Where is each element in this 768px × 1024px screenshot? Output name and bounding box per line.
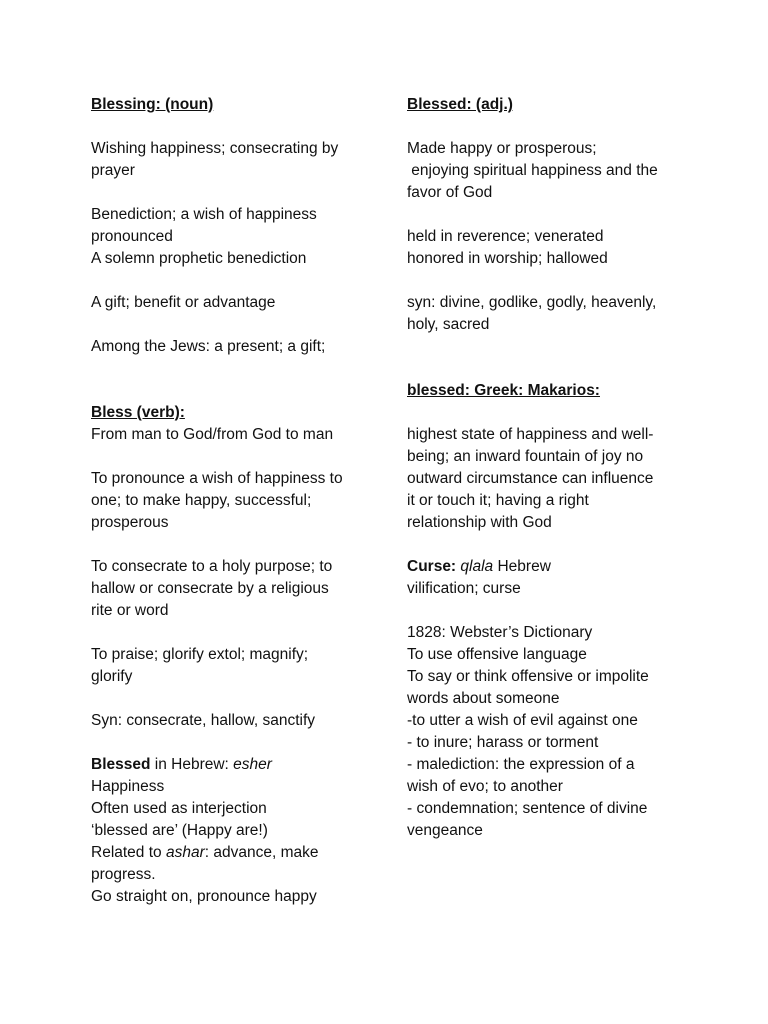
blessed-definition-line: enjoying spiritual happiness and the [407, 162, 658, 179]
hebrew-entry-connector: in Hebrew: [150, 756, 234, 773]
bless-definition-line: one; to make happy, successful; [91, 492, 312, 509]
blessing-heading: Blessing: (noun) [91, 96, 214, 113]
blessed-definition-line: Made happy or prosperous; [407, 140, 597, 157]
blessing-definition-line: Benediction; a wish of happiness [91, 206, 317, 223]
bless-definition-line: prosperous [91, 514, 169, 531]
blessed-definition-line: held in reverence; venerated [407, 228, 604, 245]
curse-hebrew-word: qlala [460, 558, 494, 575]
bless-definition-line: rite or word [91, 602, 169, 619]
greek-definition-line: it or touch it; having a right [407, 492, 589, 509]
bless-synonyms: Syn: consecrate, hallow, sanctify [91, 712, 316, 729]
curse-definition-line: vilification; curse [407, 580, 521, 597]
webster-line: To say or think offensive or impolite [407, 668, 649, 685]
blessed-definition-line: favor of God [407, 184, 493, 201]
curse-term: Curse: [407, 558, 457, 575]
webster-line: wish of evo; to another [407, 778, 563, 795]
hebrew-related-suffix: : advance, make [204, 844, 319, 861]
bless-definition-line: From man to God/from God to man [91, 426, 334, 443]
webster-line: words about someone [407, 690, 560, 707]
blessing-definition-line: Among the Jews: a present; a gift; [91, 338, 326, 355]
webster-line: To use offensive language [407, 646, 587, 663]
webster-line: 1828: Webster’s Dictionary [407, 624, 593, 641]
greek-definition-line: being; an inward fountain of joy no [407, 448, 644, 465]
blessing-definition-line: A solemn prophetic benediction [91, 250, 307, 267]
blessing-definition-line: A gift; benefit or advantage [91, 294, 276, 311]
blessed-definition-line: honored in worship; hallowed [407, 250, 608, 267]
bless-definition-line: To consecrate to a holy purpose; to [91, 558, 333, 575]
left-column [91, 94, 381, 908]
curse-heading [407, 556, 682, 578]
webster-line: vengeance [407, 822, 483, 839]
hebrew-related-word: ashar [165, 844, 205, 861]
hebrew-entry-line: ‘blessed are’ (Happy are!) [91, 822, 268, 839]
hebrew-entry-heading [91, 754, 381, 776]
webster-line: - to inure; harass or torment [407, 734, 599, 751]
greek-definition-line: relationship with God [407, 514, 552, 531]
hebrew-entry-line: Happiness [91, 778, 165, 795]
greek-heading: blessed: Greek: Makarios: [407, 382, 600, 399]
webster-line: - condemnation; sentence of divine [407, 800, 648, 817]
greek-definition-line: highest state of happiness and well- [407, 426, 654, 443]
webster-line: -to utter a wish of evil against one [407, 712, 638, 729]
blessing-definition-line: Wishing happiness; consecrating by [91, 140, 339, 157]
webster-line: - malediction: the expression of a [407, 756, 635, 773]
right-column [407, 94, 682, 842]
hebrew-entry-term: Blessed [91, 756, 151, 773]
blessing-definition-line: prayer [91, 162, 135, 179]
greek-definition-line: outward circumstance can influence [407, 470, 654, 487]
blessed-heading: Blessed: (adj.) [407, 96, 513, 113]
hebrew-related-prefix: Related to [91, 844, 166, 861]
blessing-definition-line: pronounced [91, 228, 173, 245]
hebrew-entry-line: progress. [91, 866, 156, 883]
bless-definition-line: To praise; glorify extol; magnify; [91, 646, 309, 663]
curse-language: Hebrew [493, 558, 551, 575]
blessed-synonyms: syn: divine, godlike, godly, heavenly, [407, 294, 657, 311]
bless-definition-line: glorify [91, 668, 133, 685]
bless-heading: Bless (verb): [91, 404, 185, 421]
bless-definition-line: To pronounce a wish of happiness to [91, 470, 343, 487]
hebrew-entry-word: esher [233, 756, 272, 773]
hebrew-entry-line: Often used as interjection [91, 800, 267, 817]
hebrew-related-line [91, 842, 381, 864]
hebrew-entry-line: Go straight on, pronounce happy [91, 888, 317, 905]
bless-definition-line: hallow or consecrate by a religious [91, 580, 329, 597]
blessed-synonyms: holy, sacred [407, 316, 490, 333]
